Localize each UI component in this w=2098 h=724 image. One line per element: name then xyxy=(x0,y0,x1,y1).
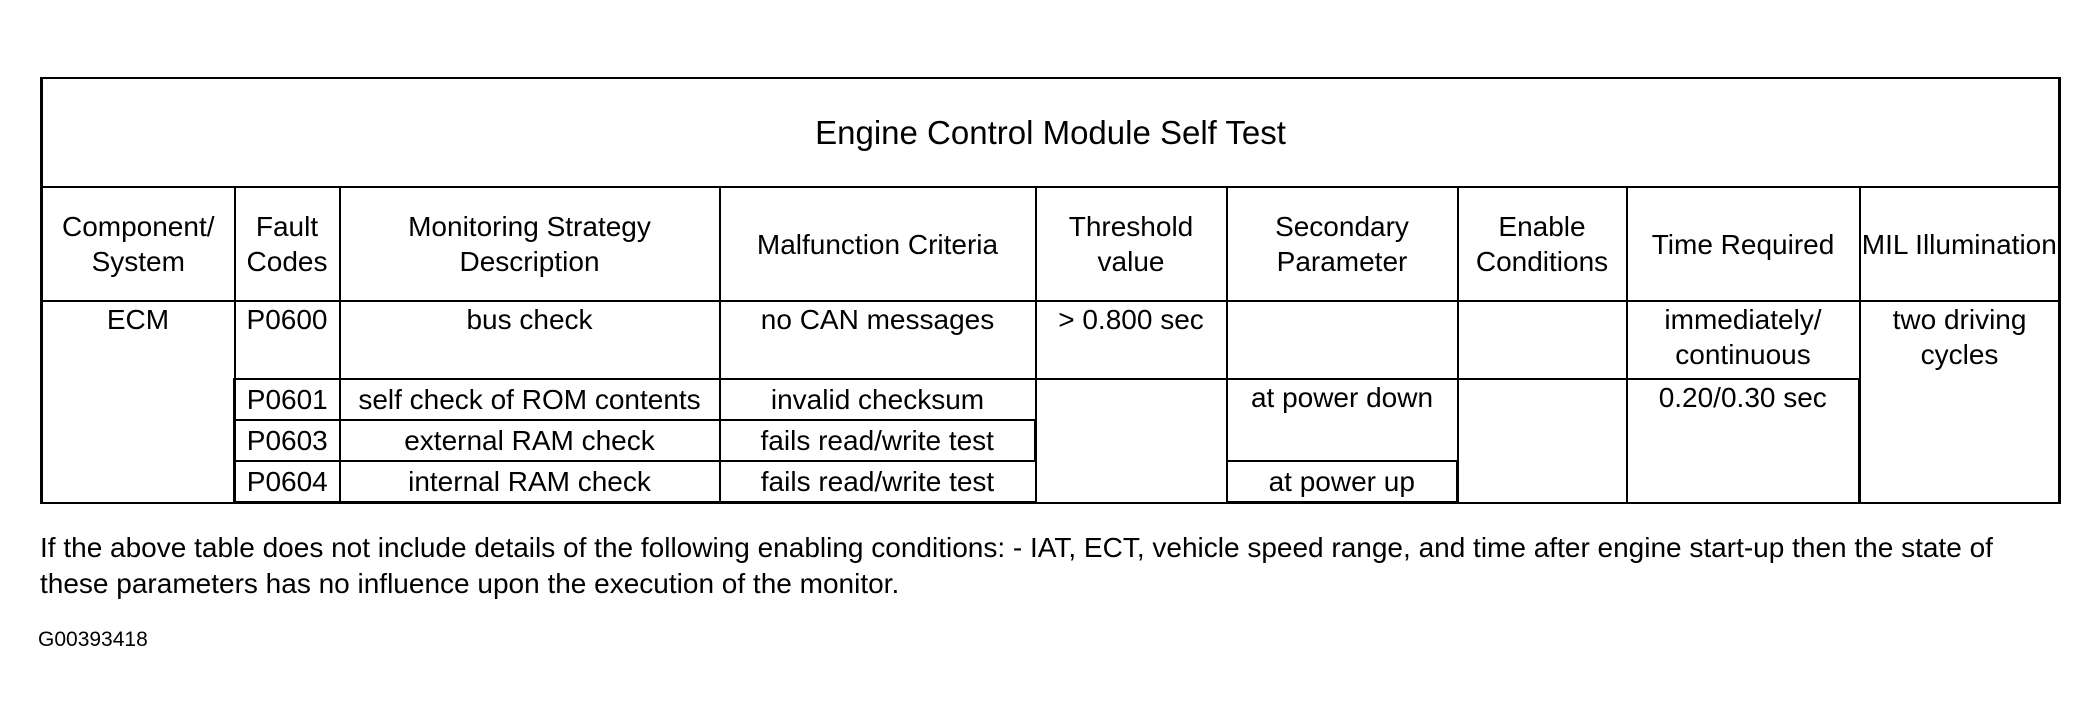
time-cell: 0.20/0.30 sec xyxy=(1627,379,1860,503)
strategy-cell: self check of ROM contents xyxy=(340,379,720,420)
table-row xyxy=(42,301,2060,379)
time-cell: immediately/ continuous xyxy=(1627,301,1860,379)
strategy-cell: internal RAM check xyxy=(340,461,720,503)
mil-cell: two driving cycles xyxy=(1860,301,2060,503)
secondary-cell: at power down xyxy=(1227,379,1458,461)
header-fault-codes: Fault Codes xyxy=(235,187,340,301)
header-time: Time Required xyxy=(1627,187,1860,301)
header-secondary: Secondary Parameter xyxy=(1227,187,1458,301)
header-criteria: Malfunction Criteria xyxy=(720,187,1036,301)
header-strategy: Monitoring Strategy Description xyxy=(340,187,720,301)
table-row xyxy=(42,379,2060,420)
header-threshold: Threshold value xyxy=(1036,187,1227,301)
strategy-cell: bus check xyxy=(340,301,720,379)
table-title: Engine Control Module Self Test xyxy=(42,78,2060,187)
enable-cell-empty xyxy=(1458,379,1627,503)
header-component: Component/ System xyxy=(42,187,235,301)
criteria-cell: invalid checksum xyxy=(720,379,1036,420)
footnote: If the above table does not include details of the following enabling conditions: - IAT, ECT, vehicle speed range, and time after engine start-up then the state of these parameters has no influence upon the execution of the monitor. xyxy=(40,532,1993,599)
header-enable: Enable Conditions xyxy=(1458,187,1627,301)
self-test-table xyxy=(40,77,2061,504)
criteria-cell: fails read/write test xyxy=(720,420,1036,461)
criteria-cell: no CAN messages xyxy=(720,301,1036,379)
strategy-cell: external RAM check xyxy=(340,420,720,461)
component-cell: ECM xyxy=(42,301,235,503)
fault-code-cell: P0600 xyxy=(235,301,340,379)
header-mil: MIL Illumination xyxy=(1860,187,2060,301)
threshold-cell: > 0.800 sec xyxy=(1036,301,1227,379)
enable-cell xyxy=(1458,301,1627,379)
fault-code-cell: P0604 xyxy=(235,461,340,503)
fault-code-cell: P0601 xyxy=(235,379,340,420)
threshold-cell-empty xyxy=(1036,379,1227,503)
fault-code-cell: P0603 xyxy=(235,420,340,461)
secondary-cell xyxy=(1227,301,1458,379)
figure-id: G00393418 xyxy=(38,628,148,651)
criteria-cell: fails read/write test xyxy=(720,461,1036,503)
secondary-cell: at power up xyxy=(1227,461,1458,503)
